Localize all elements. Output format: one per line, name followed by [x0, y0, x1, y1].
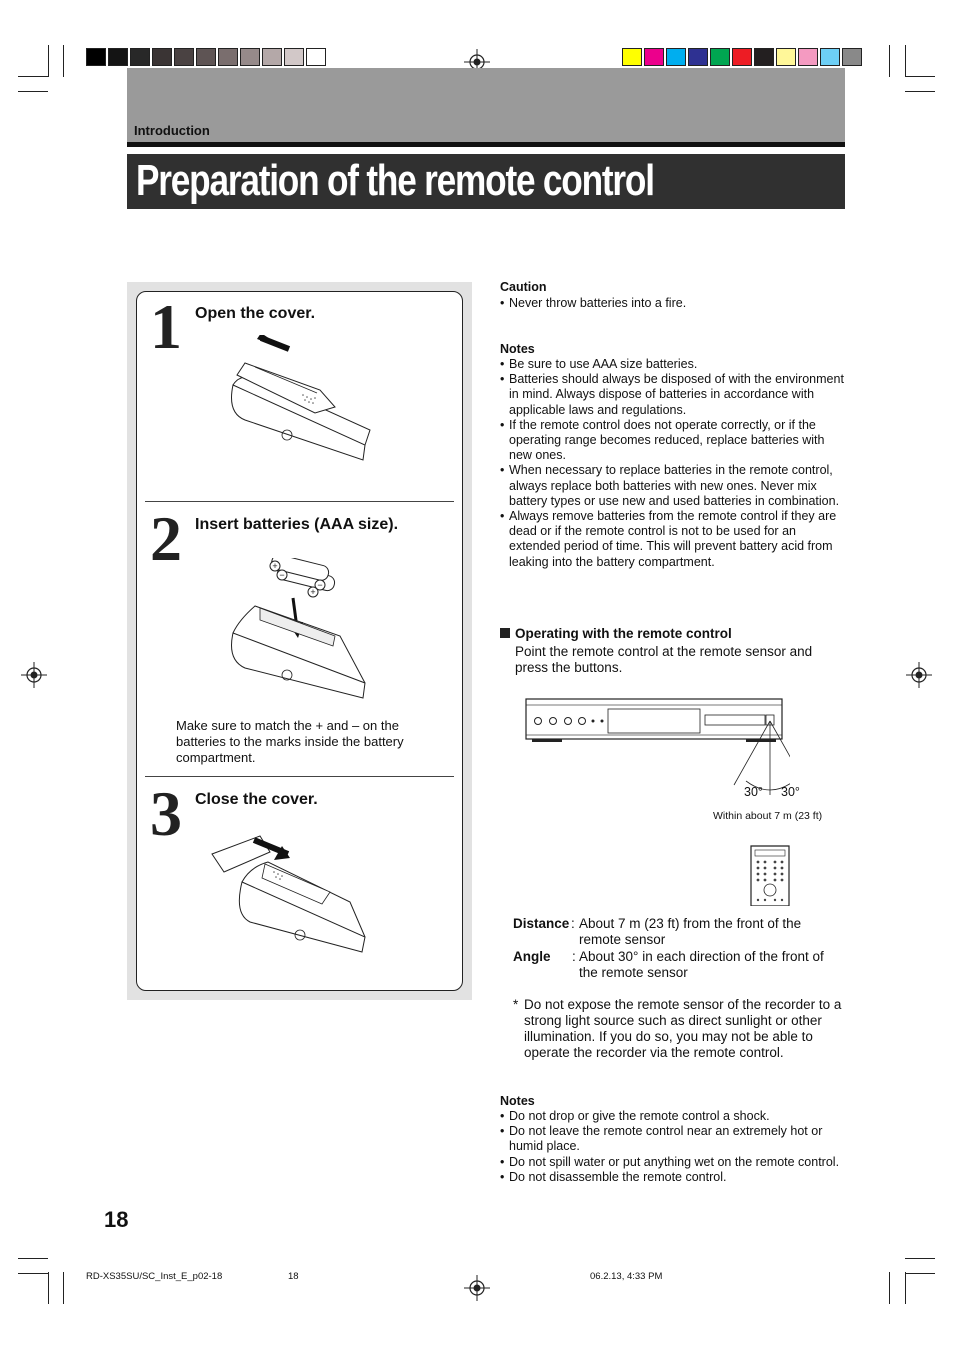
color-swatch — [86, 48, 106, 66]
color-swatch — [798, 48, 818, 66]
step-1-number: 1 — [150, 291, 182, 362]
list-item: • Never throw batteries into a fire. — [500, 296, 845, 311]
crop-mark — [18, 76, 48, 77]
color-swatch — [688, 48, 708, 66]
angle-right-label: 30° — [781, 785, 800, 799]
notes-list — [500, 1109, 848, 1185]
crop-mark — [48, 45, 49, 77]
color-swatch — [842, 48, 862, 66]
svg-text:−: − — [317, 580, 323, 590]
color-swatch — [284, 48, 304, 66]
color-swatch — [130, 48, 150, 66]
crop-mark — [905, 45, 906, 77]
spec-colon: : — [571, 916, 575, 931]
list-item: • Do not disassemble the remote control. — [500, 1170, 848, 1185]
page-title: Preparation of the remote control — [136, 156, 654, 205]
list-item: • When necessary to replace batteries in the remote control, always replace both batteries with new ones. Never mix battery types or use new and used batteries in combination. — [500, 463, 848, 509]
svg-text:+: + — [310, 587, 316, 597]
header-rule — [127, 142, 845, 147]
battery-polarity-note: Make sure to match the + and – on the batteries to the marks inside the battery compartment. — [176, 718, 404, 765]
spec-colon: : — [572, 949, 576, 964]
color-swatch — [644, 48, 664, 66]
list-item: • Always remove batteries from the remote control if they are dead or if the remote control is not to be used for an extended period of time. This will prevent battery acid from leaking into the battery compartment. — [500, 509, 848, 570]
step-1-title: Open the cover. — [195, 305, 316, 322]
color-bar — [622, 48, 864, 68]
list-item: • Batteries should always be disposed of with the environment in mind. Always dispose of batteries in accordance with applicable laws and regulations. — [500, 372, 848, 418]
color-swatch — [306, 48, 326, 66]
range-caption: Within about 7 m (23 ft) — [713, 810, 823, 822]
distance-label: Distance — [513, 916, 570, 931]
crop-mark — [905, 1273, 935, 1274]
remote-close-cover-illustration — [210, 832, 375, 957]
registration-mark-icon — [21, 662, 47, 688]
step-divider — [145, 776, 454, 777]
crop-mark — [905, 1272, 906, 1304]
color-swatch — [732, 48, 752, 66]
step-3-number: 3 — [150, 778, 182, 849]
remote-open-cover-illustration — [225, 335, 375, 470]
crop-mark — [889, 1272, 890, 1304]
notes-heading: Notes — [500, 342, 535, 356]
caution-heading: Caution — [500, 280, 547, 294]
color-swatch — [196, 48, 216, 66]
step-2-title: Insert batteries (AAA size). — [195, 516, 399, 533]
color-swatch — [262, 48, 282, 66]
color-swatch — [152, 48, 172, 66]
notes-list — [500, 357, 848, 570]
crop-mark — [905, 76, 935, 77]
footer-page: 18 — [288, 1271, 299, 1282]
registration-mark-icon — [464, 1275, 490, 1301]
section-label: Introduction — [134, 123, 210, 138]
crop-mark — [905, 91, 935, 92]
operating-heading-text: Operating with the remote control — [515, 626, 732, 641]
color-swatch — [754, 48, 774, 66]
notes-heading: Notes — [500, 1094, 535, 1108]
battery-insert-illustration — [225, 558, 375, 703]
header-band — [127, 68, 845, 142]
footer-file: RD-XS35SU/SC_Inst_E_p02-18 — [86, 1271, 223, 1282]
color-swatch — [820, 48, 840, 66]
crop-mark — [63, 1272, 64, 1304]
color-swatch — [174, 48, 194, 66]
page-number: 18 — [104, 1207, 129, 1232]
asterisk: * — [513, 997, 519, 1012]
registration-mark-icon — [906, 662, 932, 688]
crop-mark — [48, 1272, 49, 1304]
svg-text:+: + — [272, 561, 278, 571]
angle-left-label: 30° — [744, 785, 763, 799]
operating-body: Point the remote control at the remote sensor and press the buttons. — [515, 644, 813, 675]
color-swatch — [710, 48, 730, 66]
remote-control-icon — [749, 844, 791, 906]
crop-mark — [18, 1273, 48, 1274]
crop-mark — [18, 1258, 48, 1259]
step-2-number: 2 — [150, 503, 182, 574]
list-item: • Be sure to use AAA size batteries. — [500, 357, 848, 372]
angle-value: About 30° in each direction of the front of the remote sensor — [579, 949, 824, 980]
operating-heading — [500, 626, 732, 641]
list-item: • Do not spill water or put anything wet on the remote control. — [500, 1155, 848, 1170]
footer-date: 06.2.13, 4:33 PM — [590, 1271, 663, 1282]
distance-value: About 7 m (23 ft) from the front of the remote sensor — [579, 916, 802, 947]
color-swatch — [108, 48, 128, 66]
color-swatch — [240, 48, 260, 66]
square-bullet-icon — [500, 628, 510, 638]
step-3-title: Close the cover. — [195, 791, 318, 808]
caution-list — [500, 296, 845, 311]
color-swatch — [622, 48, 642, 66]
list-item: • If the remote control does not operate correctly, or if the operating range becomes reduced, replace batteries with new ones. — [500, 418, 848, 464]
light-warning-text: Do not expose the remote sensor of the recorder to a strong light source such as direct sunlight or other illumination. If you do so, you may not be able to operate the recorder via the remote control. — [524, 997, 842, 1060]
svg-text:−: − — [279, 570, 285, 580]
color-swatch — [666, 48, 686, 66]
step-divider — [145, 501, 454, 502]
list-item: • Do not leave the remote control near an extremely hot or humid place. — [500, 1124, 848, 1154]
angle-label: Angle — [513, 949, 551, 964]
color-swatch — [218, 48, 238, 66]
color-swatch — [776, 48, 796, 66]
list-item: • Do not drop or give the remote control a shock. — [500, 1109, 848, 1124]
crop-mark — [63, 45, 64, 77]
gray-color-bar — [86, 48, 328, 68]
crop-mark — [905, 1258, 935, 1259]
crop-mark — [18, 91, 48, 92]
crop-mark — [889, 45, 890, 77]
